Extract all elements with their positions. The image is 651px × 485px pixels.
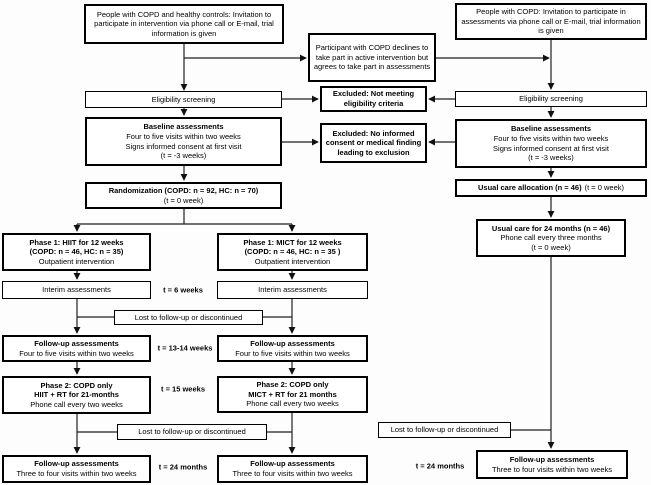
box-line: MICT + RT for 21 months bbox=[248, 389, 337, 399]
box-interim-assessments-right bbox=[217, 281, 368, 299]
box-title: Follow-up assessments bbox=[509, 454, 595, 464]
box-followup-24-months-left bbox=[2, 455, 151, 483]
box-text: People with COPD and healthy controls: Invitation to participate in intervention via phone call or E-mail, trial information is given bbox=[94, 9, 274, 38]
box-eligibility-screening-right bbox=[455, 91, 647, 107]
box-baseline-assessments-right bbox=[455, 119, 647, 168]
box-title: Usual care allocation (n = 46) bbox=[478, 183, 582, 193]
box-line: (t = 0 week) bbox=[531, 242, 571, 252]
box-line: Phone call every two weeks bbox=[246, 399, 339, 409]
box-text-row bbox=[478, 183, 624, 193]
box-text: People with COPD: Invitation to participate in assessments via phone call or E-mail, trial information is given bbox=[461, 7, 641, 36]
label-t-6-weeks: t = 6 weeks bbox=[163, 285, 203, 295]
box-line: Phone call every three months bbox=[500, 233, 602, 243]
arrows-randomization-split bbox=[77, 209, 292, 231]
box-line: (COPD: n = 46, HC: n = 35 ) bbox=[244, 247, 341, 257]
box-line: Three to four visits within two weeks bbox=[16, 469, 137, 478]
box-line: Three to four visits within two weeks bbox=[491, 464, 613, 474]
label-t-13-14-weeks: t = 13-14 weeks bbox=[157, 343, 213, 353]
box-line: Outpatient intervention bbox=[38, 256, 115, 266]
box-lost-to-followup-2 bbox=[117, 424, 267, 440]
box-followup-24-months-right bbox=[217, 455, 368, 483]
box-text: Lost to follow-up or discontinued bbox=[134, 312, 243, 322]
box-text: Lost to follow-up or discontinued bbox=[390, 425, 499, 435]
box-title: Usual care for 24 months (n = 46) bbox=[491, 223, 611, 233]
box-phase1-mict bbox=[217, 233, 368, 271]
box-text: Excluded: No informed consent or medical finding leading to exclusion bbox=[325, 128, 422, 157]
box-line: Phone call every two weeks bbox=[30, 399, 123, 409]
box-line: Outpatient intervention bbox=[254, 256, 331, 266]
box-phase1-hiit bbox=[2, 233, 151, 271]
box-text: Interim assessments bbox=[42, 285, 111, 295]
box-title: Phase 2: COPD only bbox=[40, 380, 113, 390]
box-line: (t = 0 week) bbox=[584, 183, 624, 193]
box-usual-care-allocation bbox=[455, 179, 647, 197]
box-title: Phase 2: COPD only bbox=[256, 380, 329, 390]
box-lost-to-followup-usual-care bbox=[378, 422, 511, 438]
box-followup-13-14-weeks-left bbox=[2, 335, 151, 362]
box-title: Baseline assessments bbox=[143, 122, 224, 132]
box-eligibility-screening-left bbox=[85, 91, 282, 108]
box-title: Follow-up assessments bbox=[34, 459, 119, 469]
box-text: Participant with COPD declines to take part in active intervention but agrees to take part in assessments bbox=[313, 43, 431, 72]
box-excluded-not-eligible bbox=[320, 86, 427, 112]
box-line: HIIT + RT for 21-months bbox=[34, 390, 119, 400]
box-text: Eligibility screening bbox=[519, 94, 583, 104]
box-invite-assessments bbox=[455, 3, 647, 40]
box-invite-intervention bbox=[84, 4, 284, 44]
box-usual-care-24-months bbox=[476, 219, 626, 257]
box-text: Eligibility screening bbox=[151, 94, 216, 104]
box-line: (t = -3 weeks) bbox=[528, 153, 574, 163]
box-title: Randomization (COPD: n = 92, HC: n = 70) bbox=[108, 185, 259, 195]
box-randomization bbox=[85, 182, 282, 209]
box-title: Phase 1: HIIT for 12 weeks bbox=[29, 237, 124, 247]
box-line: Four to five visits within two weeks bbox=[493, 133, 609, 143]
box-line: Four to five visits within two weeks bbox=[19, 348, 134, 358]
box-title: Follow-up assessments bbox=[34, 338, 119, 348]
box-text: Lost to follow-up or discontinued bbox=[138, 427, 246, 437]
label-t-15-weeks: t = 15 weeks bbox=[161, 384, 205, 394]
box-text: Interim assessments bbox=[258, 285, 327, 295]
box-title: Follow-up assessments bbox=[250, 459, 335, 469]
box-lost-to-followup-1 bbox=[114, 310, 263, 325]
box-title: Baseline assessments bbox=[510, 124, 592, 134]
box-followup-13-14-weeks-right bbox=[217, 335, 368, 362]
box-phase2-mict bbox=[217, 376, 368, 413]
box-baseline-assessments-left bbox=[85, 117, 282, 166]
box-line: Signs informed consent at first visit bbox=[493, 143, 609, 153]
box-phase2-hiit bbox=[2, 376, 151, 414]
box-followup-24-months-usual-care bbox=[476, 450, 628, 479]
box-line: (t = 0 week) bbox=[163, 195, 204, 205]
box-interim-assessments-left bbox=[2, 281, 151, 299]
box-line: Signs informed consent at first visit bbox=[125, 141, 242, 151]
box-line: Three to four visits within two weeks bbox=[232, 469, 353, 478]
box-title: Phase 1: MICT for 12 weeks bbox=[243, 237, 342, 247]
label-t-24-months-left: t = 24 months bbox=[158, 462, 208, 472]
arrows-usual-care-column bbox=[511, 257, 551, 448]
box-declines-assessments-only bbox=[308, 33, 436, 82]
box-text: Excluded: Not meeting eligibility criteria bbox=[332, 89, 415, 108]
box-excluded-no-consent bbox=[320, 123, 427, 163]
box-line: Four to five visits within two weeks bbox=[235, 348, 350, 358]
box-line: (t = -3 weeks) bbox=[160, 151, 207, 161]
box-line: Four to five visits within two weeks bbox=[126, 131, 241, 141]
box-line: (COPD: n = 46, HC: n = 35) bbox=[29, 247, 124, 257]
label-t-24-months-right: t = 24 months bbox=[415, 461, 465, 471]
box-title: Follow-up assessments bbox=[250, 338, 335, 348]
